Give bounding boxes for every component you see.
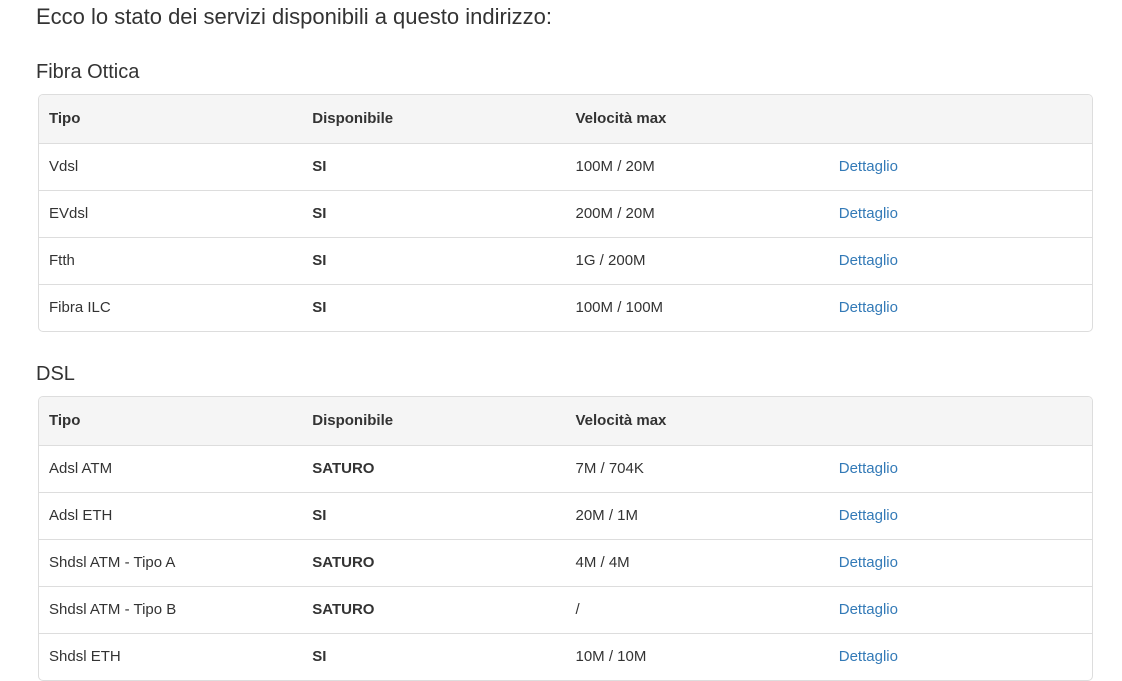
section-heading-fibra-ottica: Fibra Ottica — [36, 61, 140, 84]
cell-action — [829, 238, 1092, 285]
cell-velocita-max: 20M / 1M — [566, 493, 829, 540]
cell-tipo: Vdsl — [49, 158, 79, 176]
cell-action — [829, 191, 1092, 238]
cell-velocita-max: 100M / 100M — [566, 285, 829, 332]
column-header: Velocità max — [566, 397, 829, 446]
services-status-page — [38, 0, 1093, 681]
cell-tipo: Shdsl ATM - Tipo B — [39, 587, 302, 634]
header-row — [39, 397, 1092, 446]
cell-velocita-max: 7M / 704K — [575, 460, 644, 478]
fibra-ottica-table — [39, 95, 1092, 331]
cell-disponibile: SI — [312, 158, 327, 176]
cell-velocita-max: 200M / 20M — [566, 191, 829, 238]
dsl-table-container — [38, 396, 1093, 681]
cell-action — [829, 587, 1092, 634]
cell-action — [829, 446, 1092, 493]
dsl-table — [39, 397, 1092, 680]
dettaglio-link[interactable]: Dettaglio — [838, 205, 898, 223]
table-row — [39, 493, 1092, 540]
cell-tipo: Shdsl ATM - Tipo A — [39, 540, 302, 587]
dettaglio-link[interactable]: Dettaglio — [838, 299, 898, 317]
table-row — [39, 144, 1092, 191]
section-heading-dsl: DSL — [36, 363, 75, 386]
column-header: Disponibile — [302, 397, 565, 446]
dettaglio-link[interactable]: Dettaglio — [838, 460, 898, 478]
column-header-empty — [829, 397, 1092, 446]
cell-disponibile: SI — [302, 285, 565, 332]
column-header: Tipo — [39, 397, 302, 446]
cell-tipo: Fibra ILC — [39, 285, 302, 332]
cell-velocita-max: 100M / 20M — [575, 158, 655, 176]
section-fibra-ottica — [38, 61, 1093, 332]
cell-disponibile: SI — [302, 191, 565, 238]
cell-action — [829, 634, 1092, 681]
cell-disponibile: SI — [302, 238, 565, 285]
page-title: Ecco lo stato dei servizi disponibili a questo indirizzo: — [36, 4, 553, 29]
column-header: Velocità max — [566, 95, 829, 144]
cell-tipo: Shdsl ETH — [39, 634, 302, 681]
cell-disponibile: SATURO — [312, 460, 375, 478]
cell-tipo: Adsl ETH — [39, 493, 302, 540]
dettaglio-link[interactable]: Dettaglio — [838, 554, 898, 572]
cell-tipo: EVdsl — [39, 191, 302, 238]
cell-tipo: Adsl ATM — [49, 460, 113, 478]
cell-velocita-max: / — [566, 587, 829, 634]
cell-action — [829, 493, 1092, 540]
dettaglio-link[interactable]: Dettaglio — [838, 601, 898, 619]
cell-velocita-max: 1G / 200M — [566, 238, 829, 285]
cell-disponibile: SI — [302, 493, 565, 540]
dettaglio-link[interactable]: Dettaglio — [838, 507, 898, 525]
fibra-ottica-table-container — [38, 94, 1093, 332]
cell-disponibile: SATURO — [302, 540, 565, 587]
dettaglio-link[interactable]: Dettaglio — [838, 648, 898, 666]
table-row — [39, 285, 1092, 332]
cell-velocita-max: 4M / 4M — [566, 540, 829, 587]
cell-tipo: Ftth — [39, 238, 302, 285]
table-row — [39, 191, 1092, 238]
column-header-empty — [829, 95, 1092, 144]
cell-action — [829, 285, 1092, 332]
table-row — [39, 587, 1092, 634]
cell-action — [829, 144, 1092, 191]
column-header: Disponibile — [302, 95, 565, 144]
table-row — [39, 446, 1092, 493]
table-row — [39, 634, 1092, 681]
dettaglio-link[interactable]: Dettaglio — [838, 158, 898, 176]
header-row — [39, 95, 1092, 144]
cell-disponibile: SATURO — [302, 587, 565, 634]
table-row — [39, 238, 1092, 285]
dettaglio-link[interactable]: Dettaglio — [838, 252, 898, 270]
section-dsl — [38, 363, 1093, 681]
table-row — [39, 540, 1092, 587]
cell-velocita-max: 10M / 10M — [566, 634, 829, 681]
cell-action — [829, 540, 1092, 587]
cell-disponibile: SI — [302, 634, 565, 681]
column-header: Tipo — [39, 95, 302, 144]
